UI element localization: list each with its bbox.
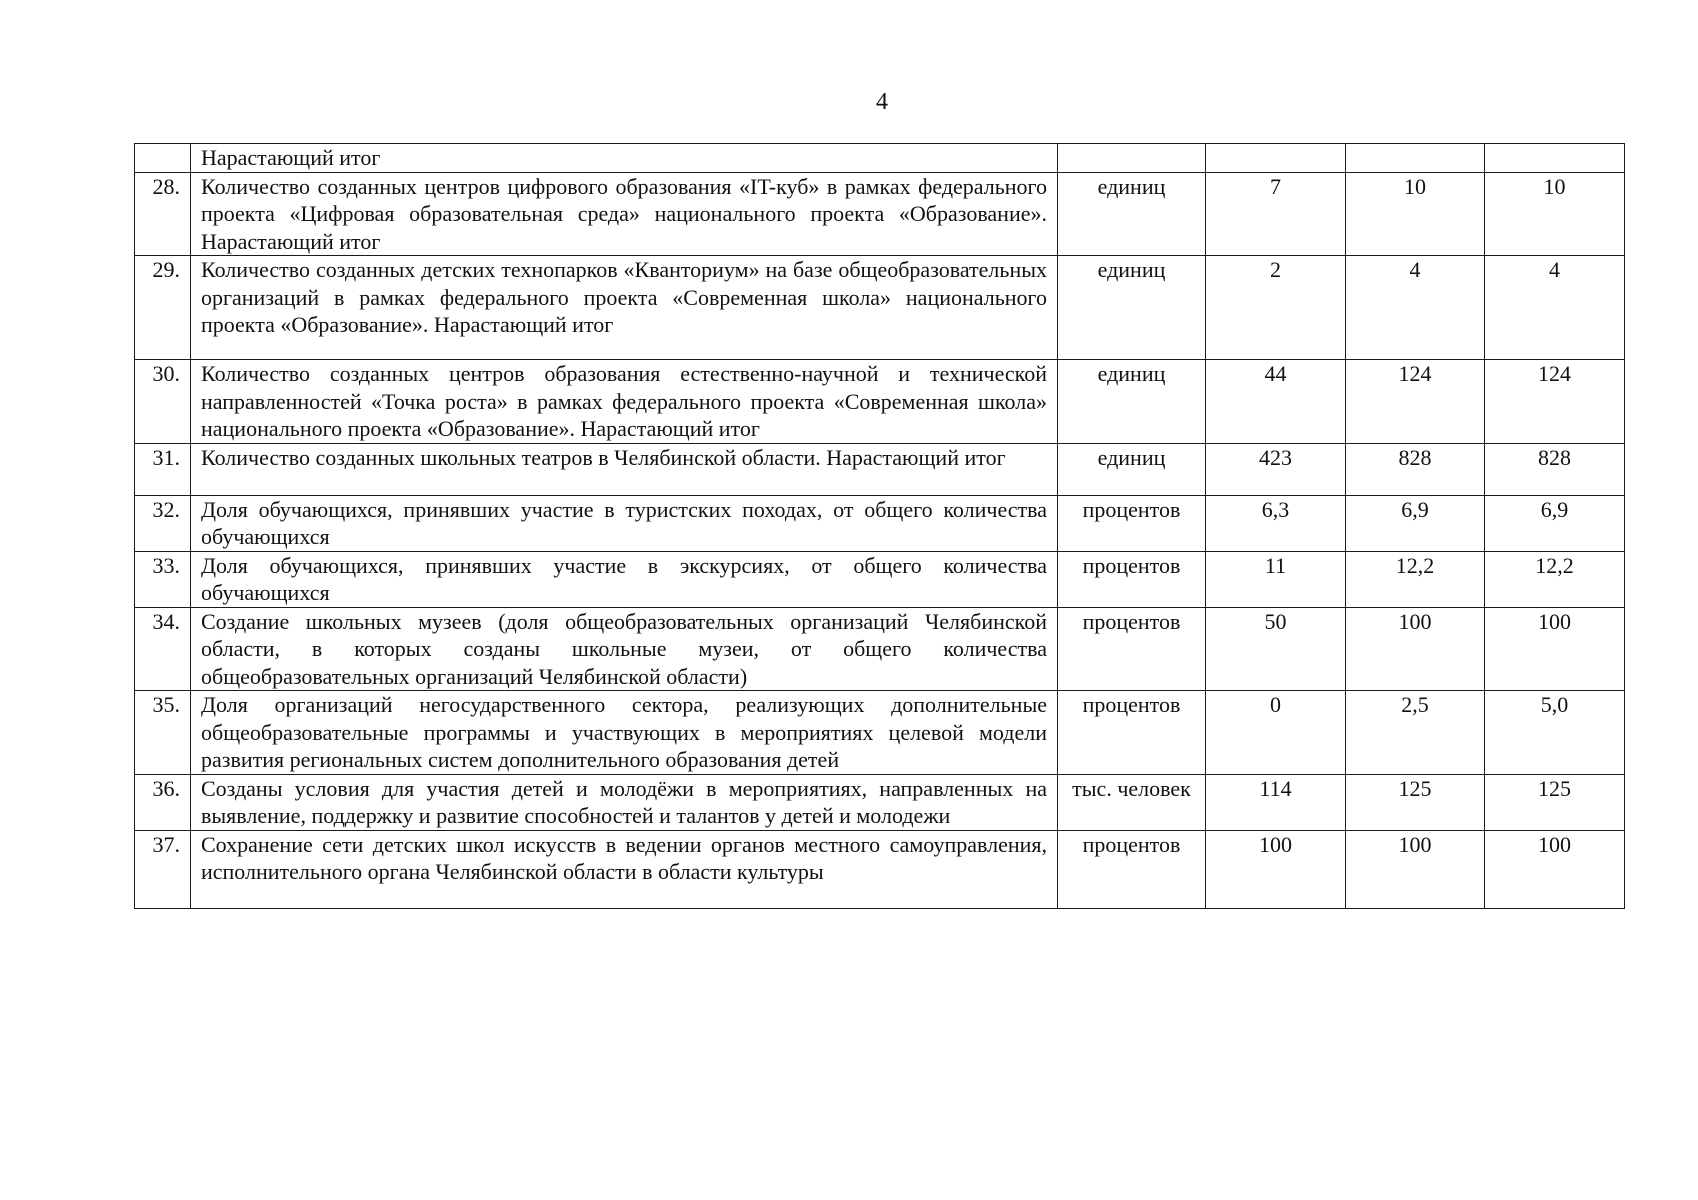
indicator-name: Сохранение сети детских школ искусств в ведении органов местного самоуправления, исполнительного органа Челябинской области в области культуры — [191, 830, 1058, 908]
value-2: 124 — [1346, 360, 1485, 444]
table-row — [135, 774, 1625, 830]
table-row — [135, 495, 1625, 551]
table-row — [135, 607, 1625, 691]
value-1: 50 — [1206, 607, 1346, 691]
value-1: 7 — [1206, 172, 1346, 256]
page-number: 4 — [876, 89, 888, 115]
row-number: 33. — [135, 551, 191, 607]
value-2 — [1346, 144, 1485, 173]
unit-of-measure: единиц — [1058, 360, 1206, 444]
table-row — [135, 443, 1625, 495]
value-3: 100 — [1485, 607, 1625, 691]
value-1: 11 — [1206, 551, 1346, 607]
row-number: 28. — [135, 172, 191, 256]
indicator-name: Нарастающий итог — [191, 144, 1058, 173]
value-1 — [1206, 144, 1346, 173]
unit-of-measure: единиц — [1058, 172, 1206, 256]
row-number: 36. — [135, 774, 191, 830]
row-number: 29. — [135, 256, 191, 360]
row-number: 37. — [135, 830, 191, 908]
indicators-table-body — [135, 144, 1625, 909]
table-row — [135, 360, 1625, 444]
indicator-name: Доля организаций негосударственного сектора, реализующих дополнительные общеобразовательные программы и участвующих в мероприятиях целевой модели развития региональных систем дополнительного образования детей — [191, 691, 1058, 775]
unit-of-measure: процентов — [1058, 691, 1206, 775]
value-3 — [1485, 144, 1625, 173]
value-3: 5,0 — [1485, 691, 1625, 775]
value-3: 10 — [1485, 172, 1625, 256]
row-number: 34. — [135, 607, 191, 691]
value-1: 423 — [1206, 443, 1346, 495]
value-1: 100 — [1206, 830, 1346, 908]
value-1: 6,3 — [1206, 495, 1346, 551]
value-2: 125 — [1346, 774, 1485, 830]
unit-of-measure: единиц — [1058, 256, 1206, 360]
value-1: 2 — [1206, 256, 1346, 360]
unit-of-measure: процентов — [1058, 551, 1206, 607]
table-row — [135, 172, 1625, 256]
unit-of-measure: тыс. человек — [1058, 774, 1206, 830]
value-2: 12,2 — [1346, 551, 1485, 607]
indicator-name: Доля обучающихся, принявших участие в туристских походах, от общего количества обучающихся — [191, 495, 1058, 551]
value-3: 100 — [1485, 830, 1625, 908]
value-3: 124 — [1485, 360, 1625, 444]
value-1: 114 — [1206, 774, 1346, 830]
indicator-name: Создание школьных музеев (доля общеобразовательных организаций Челябинской области, в которых созданы школьные музеи, от общего количества общеобразовательных организаций Челябинской области) — [191, 607, 1058, 691]
value-3: 828 — [1485, 443, 1625, 495]
indicator-name: Количество созданных детских технопарков «Кванториум» на базе общеобразовательных организаций в рамках федерального проекта «Современная школа» национального проекта «Образование». Нарастающий итог — [191, 256, 1058, 360]
value-1: 44 — [1206, 360, 1346, 444]
table-row — [135, 691, 1625, 775]
unit-of-measure: процентов — [1058, 495, 1206, 551]
value-3: 6,9 — [1485, 495, 1625, 551]
value-2: 828 — [1346, 443, 1485, 495]
table-row — [135, 256, 1625, 360]
indicator-name: Количество созданных центров цифрового образования «IT-куб» в рамках федерального проекта «Цифровая образовательная среда» национального проекта «Образование». Нарастающий итог — [191, 172, 1058, 256]
row-number: 35. — [135, 691, 191, 775]
value-2: 100 — [1346, 607, 1485, 691]
indicator-name: Созданы условия для участия детей и молодёжи в мероприятиях, направленных на выявление, поддержку и развитие способностей и талантов у детей и молодежи — [191, 774, 1058, 830]
unit-of-measure — [1058, 144, 1206, 173]
value-1: 0 — [1206, 691, 1346, 775]
row-number: 31. — [135, 443, 191, 495]
value-2: 6,9 — [1346, 495, 1485, 551]
value-2: 2,5 — [1346, 691, 1485, 775]
value-3: 4 — [1485, 256, 1625, 360]
table-row — [135, 551, 1625, 607]
indicator-name: Количество созданных центров образования естественно-научной и технической направленностей «Точка роста» в рамках федерального проекта «Современная школа» национального проекта «Образование». Нарастающий итог — [191, 360, 1058, 444]
unit-of-measure: процентов — [1058, 830, 1206, 908]
value-3: 125 — [1485, 774, 1625, 830]
indicator-name: Количество созданных школьных театров в Челябинской области. Нарастающий итог — [191, 443, 1058, 495]
value-2: 4 — [1346, 256, 1485, 360]
unit-of-measure: процентов — [1058, 607, 1206, 691]
value-3: 12,2 — [1485, 551, 1625, 607]
indicators-table — [134, 143, 1625, 909]
indicator-name: Доля обучающихся, принявших участие в экскурсиях, от общего количества обучающихся — [191, 551, 1058, 607]
value-2: 10 — [1346, 172, 1485, 256]
table-row — [135, 830, 1625, 908]
row-number — [135, 144, 191, 173]
table-row — [135, 144, 1625, 173]
row-number: 32. — [135, 495, 191, 551]
row-number: 30. — [135, 360, 191, 444]
unit-of-measure: единиц — [1058, 443, 1206, 495]
value-2: 100 — [1346, 830, 1485, 908]
